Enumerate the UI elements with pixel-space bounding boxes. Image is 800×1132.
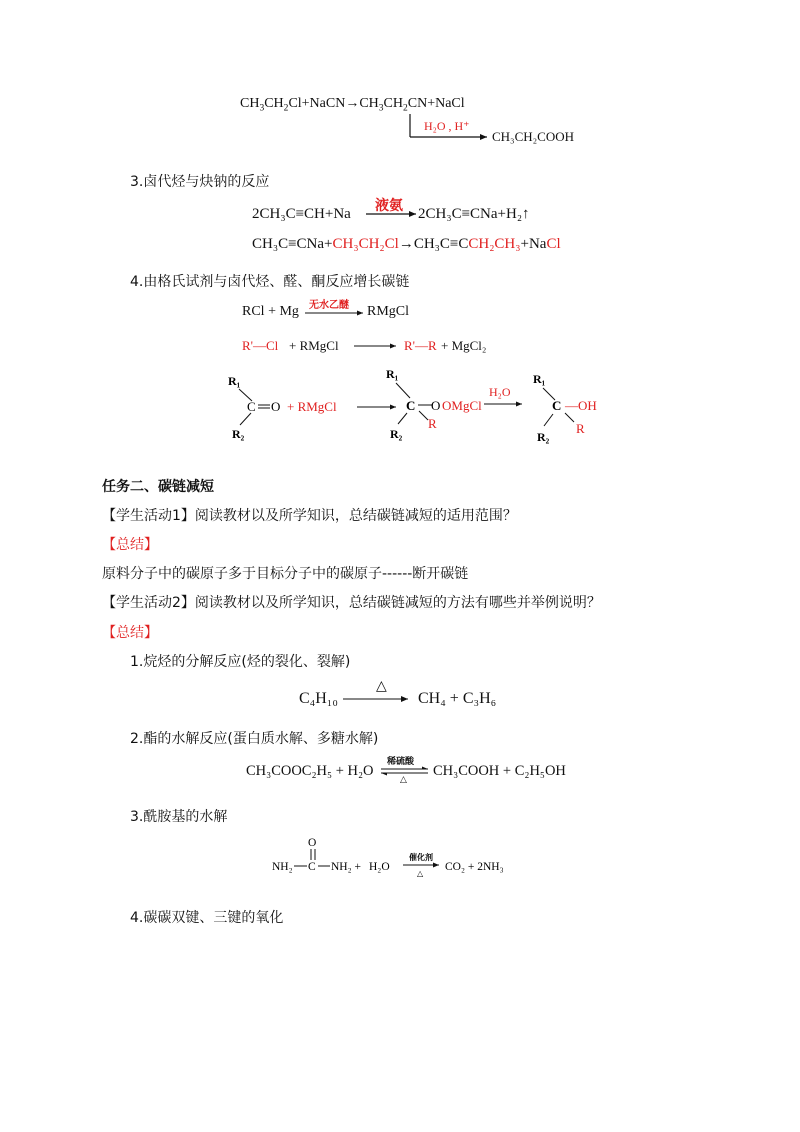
method2-title: 2.酯的水解反应(蛋白质水解、多糖水解)	[130, 731, 379, 747]
method2-condition-bottom: △	[400, 775, 407, 785]
alkyne-eq1-condition: 液氨	[375, 198, 403, 214]
method1-condition: △	[376, 679, 387, 694]
intermediate-r2: R₂	[390, 427, 403, 441]
grignard-eq2-reagent: + RMgCl	[289, 338, 339, 353]
alcohol-carbon: C	[552, 398, 562, 413]
intermediate-carbon: C	[406, 398, 416, 413]
ketone-oxygen: O	[271, 399, 281, 414]
activity1-question: 【学生活动1】阅读教材以及所学知识，总结碳链减短的适用范围？	[102, 508, 517, 524]
grignard-eq1-left: RCl + Mg	[242, 304, 299, 319]
amide-nh2-right: NH₂ +	[331, 861, 361, 873]
scheme-reagent: + RMgCl	[287, 399, 337, 414]
summary1-text: 原料分子中的碳原子多于目标分子中的碳原子------断开碳链	[102, 566, 469, 582]
grignard-eq2-reactant: R'—Cl	[242, 338, 279, 353]
method2-left: CH₃COOC₂H₅ + H₂O	[246, 763, 374, 779]
activity2-question: 【学生活动2】阅读教材以及所学知识，总结碳链减短的方法有哪些并举例说明？	[102, 595, 601, 611]
item3-title: 3.卤代烃与炔钠的反应	[130, 174, 270, 190]
amide-water: H₂O	[369, 861, 390, 873]
alkyne-eq1-left: 2CH₃C≡CH+Na	[252, 206, 351, 222]
intermediate-r1: R₁	[386, 367, 399, 381]
method2-right: CH₃COOH + C₂H₅OH	[433, 763, 566, 779]
method1-right: CH₄ + C₃H₆	[418, 690, 497, 707]
propanoic-acid-product: CH₃CH₂COOH	[492, 129, 575, 144]
method2-condition-top: 稀硫酸	[387, 757, 415, 767]
amide-heat: △	[417, 869, 424, 878]
nitrile-equation: $CH_3CH_2Cl+NaCN\to CH_3CH_2CN+NaCl$	[240, 96, 465, 114]
method1-left: C₄H₁₀	[299, 690, 338, 707]
amide-products: CO₂ + 2NH₃	[445, 861, 504, 873]
grignard-eq2-tail: + MgCl₂	[441, 338, 487, 353]
water-condition: H₂O	[489, 385, 511, 399]
alcohol-r2: R₂	[537, 430, 550, 444]
amide-carbon: C	[308, 861, 316, 873]
grignard-eq1-condition: 无水乙醚	[309, 300, 349, 311]
method1-title: 1.烷烃的分解反应(烃的裂化、裂解)	[130, 654, 351, 670]
item4-title: 4.由格氏试剂与卤代烃、醛、酮反应增长碳链	[130, 274, 410, 290]
task2-heading: 任务二、碳链减短	[102, 479, 214, 495]
alcohol-r: R	[576, 421, 585, 436]
ketone-r2: R₂	[232, 427, 245, 441]
alcohol-r1: R₁	[533, 372, 546, 386]
method4-title: 4.碳碳双键、三键的氧化	[130, 910, 284, 926]
intermediate-omgcl: O	[431, 398, 441, 413]
alkyne-eq1-right: 2CH₃C≡CNa+H₂↑	[418, 206, 530, 222]
alkyne-eq2: CH₃C≡CNa+CH₃CH₂Cl→CH₃C≡CCH₂CH₃+NaCl	[252, 236, 561, 252]
method3-title: 3.酰胺基的水解	[130, 809, 228, 825]
grignard-eq2-product: R'—R	[404, 338, 437, 353]
summary2-label: 【总结】	[102, 625, 158, 641]
amide-oxygen: O	[308, 837, 317, 849]
amide-nh2-left: NH₂	[272, 861, 293, 873]
amide-catalyst: 催化剂	[409, 853, 433, 862]
summary1-label: 【总结】	[102, 537, 158, 553]
hydrolysis-reagent: H₂O , H⁺	[424, 119, 470, 133]
grignard-eq1-right: RMgCl	[367, 304, 410, 319]
alcohol-oh: —OH	[565, 398, 597, 413]
ketone-carbon: C	[247, 399, 256, 414]
ketone-r1: R₁	[228, 374, 241, 388]
intermediate-mgcl: OMgCl	[442, 398, 482, 413]
intermediate-r: R	[428, 416, 437, 431]
